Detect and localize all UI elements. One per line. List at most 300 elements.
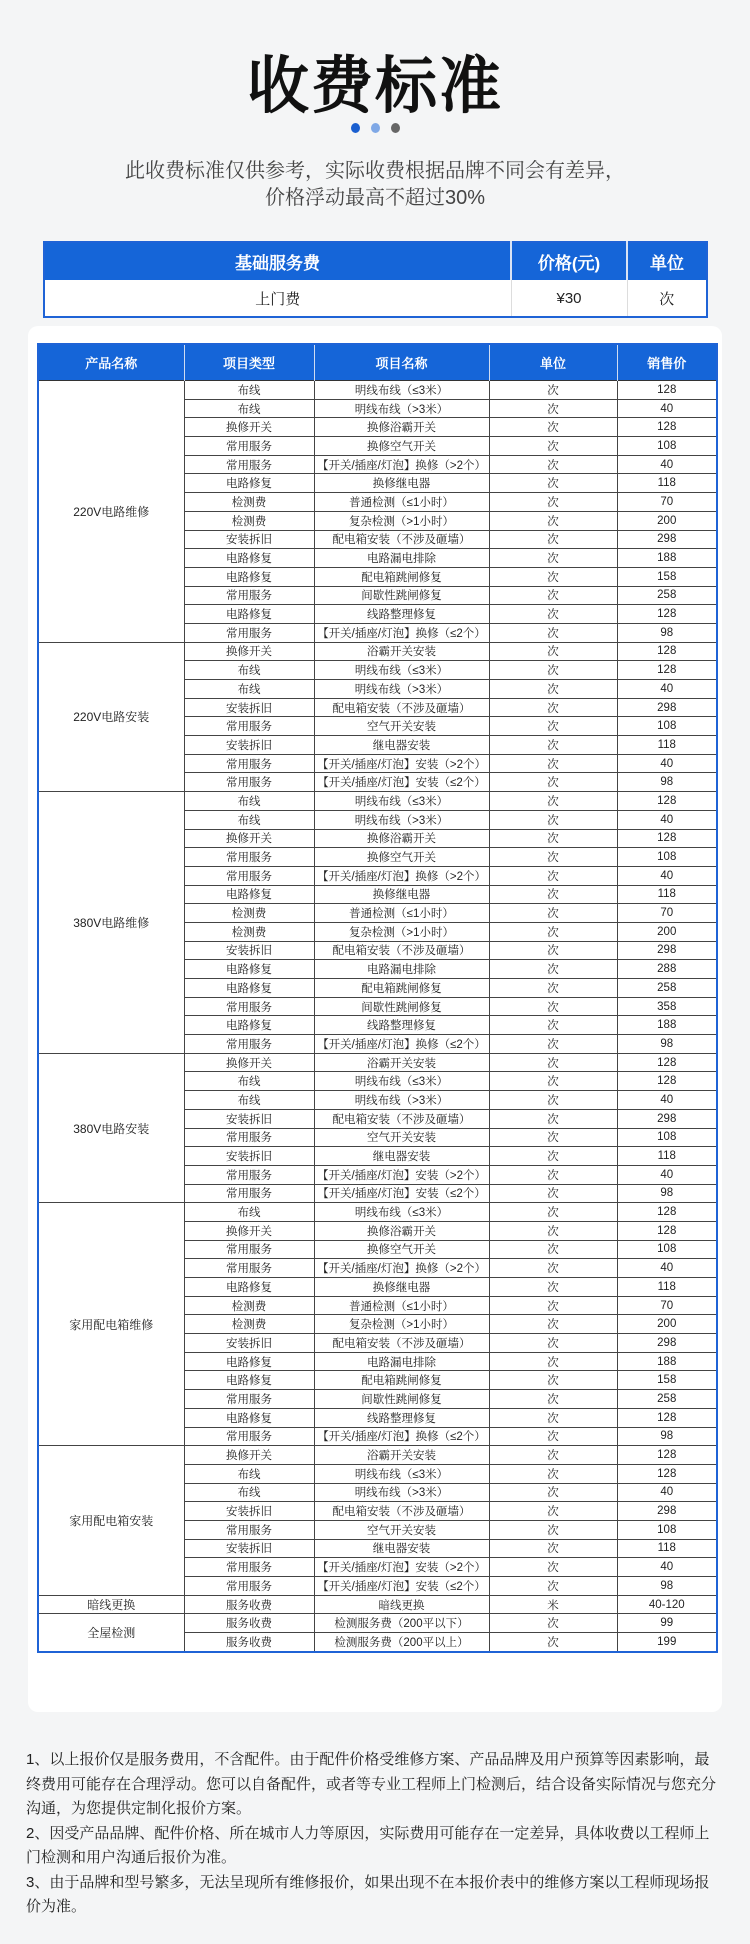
cell-unit: 次: [489, 1259, 617, 1278]
cell-type: 布线: [184, 661, 314, 680]
page-title: 收费标准: [246, 52, 503, 121]
cell-type: 常用服务: [184, 773, 314, 792]
cell-item: 电路漏电排除: [314, 960, 489, 979]
cell-unit: 次: [489, 736, 617, 755]
cell-price: 118: [617, 1539, 717, 1558]
cell-price: 128: [617, 1053, 717, 1072]
cell-price: 118: [617, 474, 717, 493]
cell-unit: 次: [489, 1520, 617, 1539]
cell-item: 明线布线（≤3米）: [314, 792, 489, 811]
header-price: 销售价: [617, 344, 717, 381]
note-item: 1、以上报价仅是服务费用，不含配件。由于配件价格受维修方案、产品品牌及用户预算等因素影响，最终费用可能存在合理浮动。您可以自备配件，或者等专业工程师上门检测后，结合设备实际情况与您充分沟通，为您提供定制化报价方案。: [26, 1751, 717, 1817]
cell-unit: 次: [489, 455, 617, 474]
cell-type: 常用服务: [184, 1128, 314, 1147]
cell-price: 128: [617, 1221, 717, 1240]
cell-item: 普通检测（≤1小时）: [314, 1296, 489, 1315]
cell-price: 258: [617, 979, 717, 998]
cell-type: 换修开关: [184, 1446, 314, 1465]
cell-type: 常用服务: [184, 1184, 314, 1203]
cell-type: 常用服务: [184, 754, 314, 773]
cell-price: 188: [617, 1016, 717, 1035]
cell-type: 常用服务: [184, 848, 314, 867]
cell-unit: 次: [489, 1240, 617, 1259]
service-name: 上门费: [255, 290, 301, 308]
cell-item: 【开关/插座/灯泡】安装（≤2个）: [314, 1577, 489, 1596]
cell-type: 常用服务: [184, 586, 314, 605]
cell-price: 128: [617, 1464, 717, 1483]
cell-item: 线路整理修复: [314, 1016, 489, 1035]
table-row: [38, 1595, 717, 1614]
cell-price: 108: [617, 1128, 717, 1147]
cell-item: 配电箱跳闸修复: [314, 1371, 489, 1390]
cell-item: 检测服务费（200平以下）: [314, 1614, 489, 1633]
cell-item: 配电箱安装（不涉及砸墙）: [314, 530, 489, 549]
cell-item: 明线布线（>3米）: [314, 1483, 489, 1502]
cell-price: 40: [617, 455, 717, 474]
cell-unit: 次: [489, 717, 617, 736]
product-name: 全屋检测: [38, 1614, 184, 1652]
cell-type: 安装拆旧: [184, 1539, 314, 1558]
price-table: [37, 343, 718, 1653]
cell-unit: 次: [489, 1203, 617, 1222]
cell-type: 换修开关: [184, 1221, 314, 1240]
cell-unit: 次: [489, 1558, 617, 1577]
cell-unit: 次: [489, 1221, 617, 1240]
cell-unit: 次: [489, 418, 617, 437]
cell-price: 40: [617, 1483, 717, 1502]
product-name: 380V电路维修: [38, 792, 184, 1054]
cell-item: 换修继电器: [314, 885, 489, 904]
cell-item: 换修浴霸开关: [314, 1221, 489, 1240]
cell-type: 电路修复: [184, 1408, 314, 1427]
cell-price: 128: [617, 661, 717, 680]
cell-unit: 次: [489, 493, 617, 512]
cell-price: 298: [617, 698, 717, 717]
cell-type: 安装拆旧: [184, 1109, 314, 1128]
cell-type: 常用服务: [184, 1165, 314, 1184]
cell-unit: 次: [489, 549, 617, 568]
cell-price: 158: [617, 1371, 717, 1390]
cell-unit: 次: [489, 1035, 617, 1054]
cell-item: 换修继电器: [314, 474, 489, 493]
cell-price: 200: [617, 511, 717, 530]
cell-price: 188: [617, 549, 717, 568]
cell-type: 换修开关: [184, 642, 314, 661]
cell-item: 检测服务费（200平以上）: [314, 1633, 489, 1652]
cell-unit: 次: [489, 381, 617, 400]
cell-item: 明线布线（≤3米）: [314, 1203, 489, 1222]
cell-item: 电路漏电排除: [314, 1352, 489, 1371]
cell-type: 电路修复: [184, 1352, 314, 1371]
cell-unit: 次: [489, 885, 617, 904]
cell-type: 电路修复: [184, 960, 314, 979]
cell-item: 明线布线（>3米）: [314, 399, 489, 418]
cell-item: 配电箱安装（不涉及砸墙）: [314, 1502, 489, 1521]
cell-item: 配电箱安装（不涉及砸墙）: [314, 1109, 489, 1128]
cell-item: 【开关/插座/灯泡】安装（>2个）: [314, 1558, 489, 1577]
table-row: [38, 792, 717, 811]
cell-price: 128: [617, 1072, 717, 1091]
cell-item: 间歇性跳闸修复: [314, 997, 489, 1016]
cell-type: 电路修复: [184, 605, 314, 624]
cell-type: 常用服务: [184, 1577, 314, 1596]
cell-type: 常用服务: [184, 997, 314, 1016]
cell-price: 70: [617, 493, 717, 512]
cell-item: 配电箱安装（不涉及砸墙）: [314, 941, 489, 960]
cell-type: 常用服务: [184, 437, 314, 456]
header-cell: 单位: [627, 242, 707, 280]
cell-price: 258: [617, 586, 717, 605]
cell-price: 40: [617, 680, 717, 699]
cell-item: 配电箱安装（不涉及砸墙）: [314, 1334, 489, 1353]
cell-type: 安装拆旧: [184, 1502, 314, 1521]
cell-type: 换修开关: [184, 418, 314, 437]
cell-type: 常用服务: [184, 1035, 314, 1054]
cell-item: 配电箱安装（不涉及砸墙）: [314, 698, 489, 717]
cell-price: 40: [617, 866, 717, 885]
cell-item: 电路漏电排除: [314, 549, 489, 568]
cell-price: 98: [617, 773, 717, 792]
cell-item: 空气开关安装: [314, 1128, 489, 1147]
cell-unit: 次: [489, 1352, 617, 1371]
cell-item: 【开关/插座/灯泡】安装（>2个）: [314, 1165, 489, 1184]
cell-type: 布线: [184, 1483, 314, 1502]
cell-price: 98: [617, 623, 717, 642]
cell-unit: 次: [489, 829, 617, 848]
cell-type: 常用服务: [184, 717, 314, 736]
cell-item: 线路整理修复: [314, 1408, 489, 1427]
cell-item: 配电箱跳闸修复: [314, 567, 489, 586]
cell-item: 间歇性跳闸修复: [314, 586, 489, 605]
header-cell: 基础服务费: [44, 242, 511, 280]
cell-type: 布线: [184, 399, 314, 418]
cell-unit: 次: [489, 530, 617, 549]
cell-unit: 次: [489, 1296, 617, 1315]
cell-price: 40: [617, 1558, 717, 1577]
cell-price: 298: [617, 941, 717, 960]
cell-price: 200: [617, 922, 717, 941]
cell-unit: 次: [489, 1427, 617, 1446]
cell-type: 电路修复: [184, 549, 314, 568]
cell-price: 200: [617, 1315, 717, 1334]
cell-unit: 次: [489, 1483, 617, 1502]
cell-item: 【开关/插座/灯泡】换修（>2个）: [314, 866, 489, 885]
cell-price: 358: [617, 997, 717, 1016]
cell-item: 换修浴霸开关: [314, 829, 489, 848]
cell-type: 常用服务: [184, 1390, 314, 1409]
cell-type: 安装拆旧: [184, 698, 314, 717]
product-name: 暗线更换: [38, 1595, 184, 1614]
cell-item: 【开关/插座/灯泡】换修（≤2个）: [314, 623, 489, 642]
cell-unit: 次: [489, 997, 617, 1016]
product-name: 家用配电箱安装: [38, 1446, 184, 1596]
cell-price: 118: [617, 1147, 717, 1166]
cell-type: 常用服务: [184, 1520, 314, 1539]
cell-type: 检测费: [184, 904, 314, 923]
cell-price: 158: [617, 567, 717, 586]
cell-type: 安装拆旧: [184, 736, 314, 755]
cell-price: 40: [617, 754, 717, 773]
cell-type: 电路修复: [184, 1371, 314, 1390]
cell-type: 电路修复: [184, 979, 314, 998]
table-header-row: [44, 242, 707, 280]
cell-unit: 次: [489, 1408, 617, 1427]
cell-unit: 次: [489, 1091, 617, 1110]
cell-item: 配电箱跳闸修复: [314, 979, 489, 998]
cell-type: 安装拆旧: [184, 1334, 314, 1353]
cell-item: 换修空气开关: [314, 1240, 489, 1259]
cell-unit: 次: [489, 922, 617, 941]
cell-unit: 次: [489, 586, 617, 605]
cell-type: 电路修复: [184, 474, 314, 493]
cell-unit: 米: [489, 1595, 617, 1614]
cell-price: 108: [617, 848, 717, 867]
cell-item: 复杂检测（>1小时）: [314, 1315, 489, 1334]
cell-item: 明线布线（>3米）: [314, 810, 489, 829]
cell-unit: 次: [489, 848, 617, 867]
price: ¥30: [511, 280, 627, 317]
cell-price: 70: [617, 904, 717, 923]
cell-unit: 次: [489, 1577, 617, 1596]
cell-unit: 次: [489, 642, 617, 661]
table-header-row: [38, 344, 717, 381]
cell-item: 复杂检测（>1小时）: [314, 511, 489, 530]
cell-unit: 次: [489, 1464, 617, 1483]
cell-price: 40: [617, 399, 717, 418]
cell-unit: 次: [489, 960, 617, 979]
cell-unit: 次: [489, 1053, 617, 1072]
cell-price: 108: [617, 1520, 717, 1539]
cell-type: 换修开关: [184, 829, 314, 848]
cell-unit: 次: [489, 1072, 617, 1091]
cell-price: 128: [617, 381, 717, 400]
cell-type: 服务收费: [184, 1614, 314, 1633]
cell-item: 换修继电器: [314, 1278, 489, 1297]
cell-item: 继电器安装: [314, 1539, 489, 1558]
cell-price: 298: [617, 1502, 717, 1521]
header-item: 项目名称: [314, 344, 489, 381]
cell-item: 间歇性跳闸修复: [314, 1390, 489, 1409]
cell-unit: 次: [489, 1633, 617, 1652]
product-name: 220V电路安装: [38, 642, 184, 792]
table-row: [44, 280, 707, 317]
cell-price: 98: [617, 1577, 717, 1596]
cell-type: 常用服务: [184, 1558, 314, 1577]
cell-unit: 次: [489, 1315, 617, 1334]
cell-item: 浴霸开关安装: [314, 1053, 489, 1072]
cell-price: 70: [617, 1296, 717, 1315]
header-unit: 单位: [489, 344, 617, 381]
cell-item: 换修空气开关: [314, 848, 489, 867]
cell-item: 继电器安装: [314, 736, 489, 755]
cell-type: 常用服务: [184, 455, 314, 474]
cell-item: 明线布线（>3米）: [314, 680, 489, 699]
cell-type: 常用服务: [184, 623, 314, 642]
cell-item: 线路整理修复: [314, 605, 489, 624]
cell-unit: 次: [489, 1446, 617, 1465]
cell-type: 检测费: [184, 1296, 314, 1315]
cell-price: 108: [617, 717, 717, 736]
cell-type: 服务收费: [184, 1595, 314, 1614]
cell-type: 常用服务: [184, 866, 314, 885]
cell-price: 40: [617, 1091, 717, 1110]
cell-type: 检测费: [184, 1315, 314, 1334]
subtitle-line: 价格浮动最高不超过30%: [264, 187, 486, 209]
cell-unit: 次: [489, 1184, 617, 1203]
cell-price: 298: [617, 530, 717, 549]
cell-price: 40: [617, 1259, 717, 1278]
cell-item: 空气开关安装: [314, 717, 489, 736]
cell-unit: 次: [489, 754, 617, 773]
cell-price: 98: [617, 1035, 717, 1054]
cell-item: 浴霸开关安装: [314, 642, 489, 661]
cell-price: 98: [617, 1427, 717, 1446]
cell-item: 换修浴霸开关: [314, 418, 489, 437]
cell-type: 安装拆旧: [184, 941, 314, 960]
cell-price: 118: [617, 885, 717, 904]
cell-item: 换修空气开关: [314, 437, 489, 456]
header-cell: 价格(元): [511, 242, 627, 280]
cell-item: 明线布线（≤3米）: [314, 1464, 489, 1483]
cell-price: 40-120: [617, 1595, 717, 1614]
cell-price: 128: [617, 792, 717, 811]
cell-item: 明线布线（≤3米）: [314, 1072, 489, 1091]
cell-unit: 次: [489, 567, 617, 586]
cell-item: 空气开关安装: [314, 1520, 489, 1539]
subtitle-line: 此收费标准仅供参考，实际收费根据品牌不同会有差异，: [125, 160, 625, 182]
cell-price: 108: [617, 1240, 717, 1259]
decorative-dots: [0, 123, 750, 133]
cell-unit: 次: [489, 437, 617, 456]
cell-unit: 次: [489, 1390, 617, 1409]
cell-unit: 次: [489, 1165, 617, 1184]
cell-type: 检测费: [184, 493, 314, 512]
cell-item: 【开关/插座/灯泡】换修（>2个）: [314, 1259, 489, 1278]
cell-unit: 次: [489, 474, 617, 493]
table-row: [38, 1053, 717, 1072]
cell-price: 98: [617, 1184, 717, 1203]
cell-type: 检测费: [184, 922, 314, 941]
cell-type: 服务收费: [184, 1633, 314, 1652]
cell-price: 298: [617, 1334, 717, 1353]
cell-item: 明线布线（≤3米）: [314, 661, 489, 680]
cell-price: 40: [617, 1165, 717, 1184]
cell-item: 暗线更换: [314, 1595, 489, 1614]
cell-unit: 次: [489, 773, 617, 792]
cell-item: 【开关/插座/灯泡】安装（≤2个）: [314, 773, 489, 792]
cell-type: 电路修复: [184, 1278, 314, 1297]
cell-price: 118: [617, 736, 717, 755]
cell-unit: 次: [489, 979, 617, 998]
cell-type: 电路修复: [184, 1016, 314, 1035]
cell-price: 298: [617, 1109, 717, 1128]
cell-item: 【开关/插座/灯泡】安装（>2个）: [314, 754, 489, 773]
cell-unit: 次: [489, 1334, 617, 1353]
note-item: 2、因受产品品牌、配件价格、所在城市人力等原因，实际费用可能存在一定差异，具体收费以工程师上门检测和用户沟通后报价为准。: [26, 1824, 710, 1866]
cell-item: 【开关/插座/灯泡】安装（≤2个）: [314, 1184, 489, 1203]
cell-type: 布线: [184, 1203, 314, 1222]
cell-type: 常用服务: [184, 1427, 314, 1446]
cell-item: 继电器安装: [314, 1147, 489, 1166]
cell-price: 128: [617, 642, 717, 661]
cell-type: 布线: [184, 1091, 314, 1110]
cell-unit: 次: [489, 941, 617, 960]
cell-unit: 次: [489, 792, 617, 811]
dot-icon: [391, 123, 400, 133]
cell-unit: 次: [489, 511, 617, 530]
cell-price: 99: [617, 1614, 717, 1633]
cell-type: 布线: [184, 810, 314, 829]
cell-item: 普通检测（≤1小时）: [314, 904, 489, 923]
cell-unit: 次: [489, 904, 617, 923]
cell-unit: 次: [489, 1371, 617, 1390]
cell-price: 108: [617, 437, 717, 456]
cell-unit: 次: [489, 1278, 617, 1297]
dot-icon: [371, 123, 380, 133]
header-type: 项目类型: [184, 344, 314, 381]
cell-price: 128: [617, 418, 717, 437]
product-name: 家用配电箱维修: [38, 1203, 184, 1446]
dot-icon: [351, 123, 360, 133]
unit: 次: [627, 280, 707, 317]
cell-unit: 次: [489, 1016, 617, 1035]
cell-price: 128: [617, 829, 717, 848]
cell-type: 布线: [184, 381, 314, 400]
cell-unit: 次: [489, 661, 617, 680]
cell-item: 明线布线（≤3米）: [314, 381, 489, 400]
header-product: 产品名称: [38, 344, 184, 381]
cell-item: 浴霸开关安装: [314, 1446, 489, 1465]
cell-unit: 次: [489, 623, 617, 642]
cell-item: 明线布线（>3米）: [314, 1091, 489, 1110]
cell-price: 128: [617, 1446, 717, 1465]
cell-price: 288: [617, 960, 717, 979]
cell-item: 【开关/插座/灯泡】换修（>2个）: [314, 455, 489, 474]
cell-price: 258: [617, 1390, 717, 1409]
cell-price: 128: [617, 1408, 717, 1427]
cell-price: 118: [617, 1278, 717, 1297]
cell-unit: 次: [489, 680, 617, 699]
base-fee-table: [43, 241, 708, 318]
notes: [26, 1748, 718, 1920]
product-name: 380V电路安装: [38, 1053, 184, 1203]
cell-unit: 次: [489, 1147, 617, 1166]
cell-unit: 次: [489, 1502, 617, 1521]
cell-item: 复杂检测（>1小时）: [314, 922, 489, 941]
cell-price: 40: [617, 810, 717, 829]
cell-type: 换修开关: [184, 1053, 314, 1072]
cell-price: 128: [617, 1203, 717, 1222]
cell-price: 128: [617, 605, 717, 624]
cell-type: 安装拆旧: [184, 1147, 314, 1166]
product-name: 220V电路维修: [38, 381, 184, 643]
cell-unit: 次: [489, 1614, 617, 1633]
cell-type: 常用服务: [184, 1259, 314, 1278]
cell-unit: 次: [489, 1109, 617, 1128]
cell-type: 布线: [184, 792, 314, 811]
cell-type: 布线: [184, 1072, 314, 1091]
cell-item: 普通检测（≤1小时）: [314, 493, 489, 512]
table-row: [38, 381, 717, 400]
cell-unit: 次: [489, 399, 617, 418]
cell-type: 常用服务: [184, 1240, 314, 1259]
cell-type: 布线: [184, 680, 314, 699]
table-row: [38, 1203, 717, 1222]
cell-type: 电路修复: [184, 885, 314, 904]
cell-unit: 次: [489, 698, 617, 717]
note-item: 3、由于品牌和型号繁多，无法呈现所有维修报价，如果出现不在本报价表中的维修方案以工程师现场报价为准。: [26, 1873, 710, 1915]
subtitle: [0, 158, 750, 212]
